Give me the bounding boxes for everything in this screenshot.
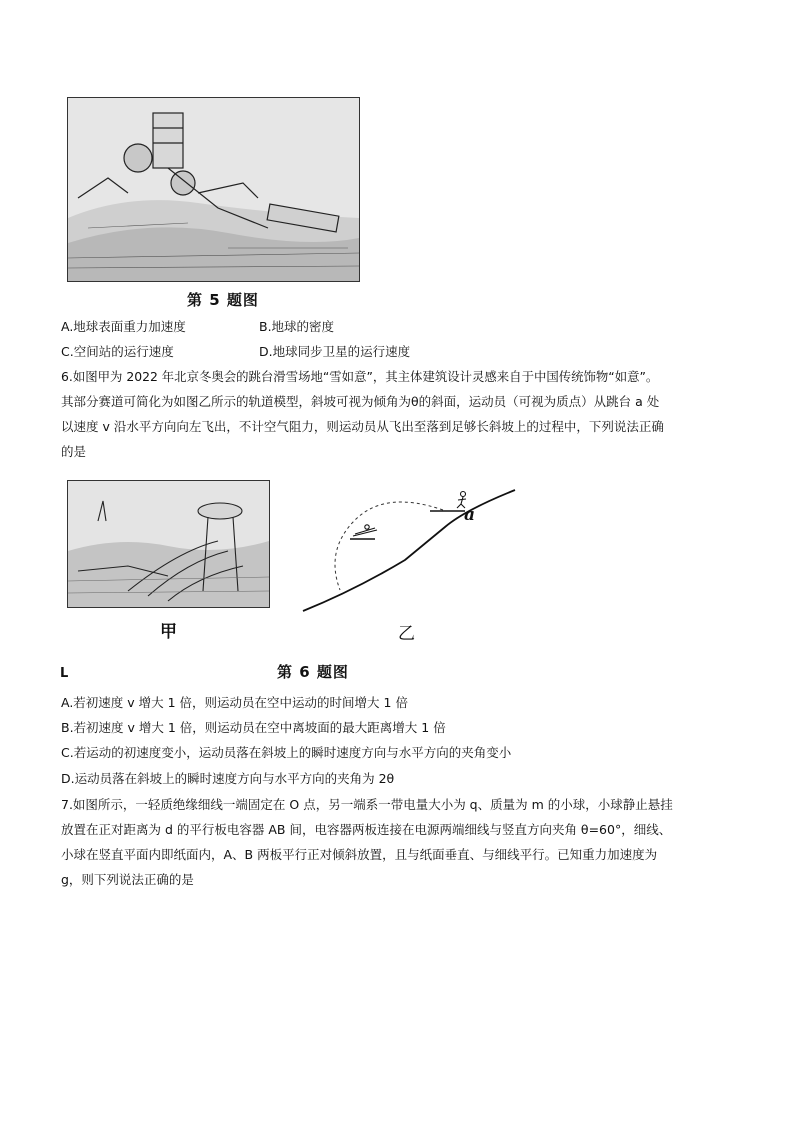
figure6-caption: 第 6 题图 [277,663,349,681]
skier-icon-flight [353,525,377,536]
figure5-photo [67,97,360,282]
figure6-yi-diagram [295,480,525,620]
q5-option-c: C.空间站的运行速度 [61,344,174,359]
figure6-yi-label: 乙 [398,624,415,644]
point-a-label: a [464,505,476,525]
q6-line-2: 其部分赛道可简化为如图乙所示的轨道模型，斜坡可视为倾角为θ的斜面，运动员（可视为质点）从跳台 a 处 [61,394,660,409]
q5-option-a: A.地球表面重力加速度 [61,319,186,334]
q6-line-3: 以速度 v 沿水平方向向左飞出，不计空气阻力，则运动员从飞出至落到足够长斜坡上的过程中，下列说法正确 [61,419,664,434]
trajectory-dashed [335,502,443,590]
q7-line-4: g，则下列说法正确的是 [61,872,194,887]
q6-option-c: C.若运动的初速度变小，运动员落在斜坡上的瞬时速度方向与水平方向的夹角变小 [61,745,512,760]
stray-mark: L [60,666,69,681]
q7-line-3: 小球在竖直平面内即纸面内，A、B 两板平行正对倾斜放置，且与纸面垂直、与细线平行。已知重力加速度为 [61,847,658,862]
q6-option-a: A.若初速度 v 增大 1 倍，则运动员在空中运动的时间增大 1 倍 [61,695,408,710]
q6-line-4: 的是 [61,444,87,459]
figure6-jia-photo [67,480,270,608]
ski-jump-photo-illustration [68,481,269,607]
q5-option-b: B.地球的密度 [259,319,335,334]
figure5-caption: 第 5 题图 [187,291,259,309]
q5-option-d: D.地球同步卫星的运行速度 [259,344,411,359]
space-station-illustration [68,98,359,281]
q7-line-2: 放置在正对距离为 d 的平行板电容器 AB 间，电容器两板连接在电源两端细线与竖直方向夹角 θ=60°，细线、 [61,822,672,837]
q7-line-1: 7.如图所示，一轻质绝缘细线一端固定在 O 点，另一端系一带电量大小为 q、质量为 m 的小球，小球静止悬挂 [61,797,673,812]
q6-line-1: 6.如图甲为 2022 年北京冬奥会的跳台滑雪场地“雪如意”，其主体建筑设计灵感来自于中国传统饰物“如意”。 [61,369,659,384]
q6-option-d: D.运动员落在斜坡上的瞬时速度方向与水平方向的夹角为 2θ [61,771,395,786]
slope-track [303,490,515,611]
figure6-jia-label: 甲 [160,622,177,642]
q6-option-b: B.若初速度 v 增大 1 倍，则运动员在空中离坡面的最大距离增大 1 倍 [61,720,446,735]
